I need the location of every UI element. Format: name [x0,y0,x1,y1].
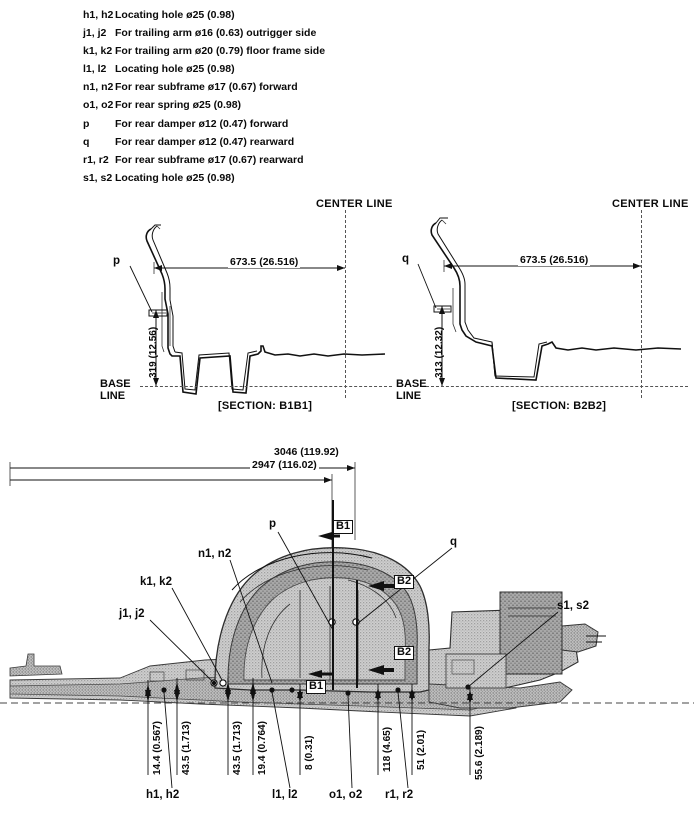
section-marker-b2-bottom: B2 [394,646,414,660]
section-caption-b1b1: [SECTION: B1B1] [218,400,313,412]
section-marker-b1-bottom: B1 [306,680,326,694]
section-marker-b2-top: B2 [394,575,414,589]
dimension-319-b1: 319 (12.56) [148,326,159,378]
center-line-label-b2: CENTER LINE [612,198,689,210]
legend-key: q [83,135,90,148]
section-marker-b1-top: B1 [333,520,353,534]
section-view-b2b2 [396,196,688,416]
legend-description: For trailing arm ø16 (0.63) outrigger side [115,27,317,40]
leader-label-q-b2: q [402,253,410,265]
bottom-label-h1-h2: h1, h2 [146,789,180,801]
bottom-label-r1-r2: r1, r2 [385,789,414,801]
legend-row [83,24,683,42]
main-view-geometry [0,440,694,828]
dimension-313-b2: 313 (12.32) [434,326,445,378]
legend-row [83,6,683,24]
legend-row [83,115,683,133]
legend-row [83,133,683,151]
bottom-label-o1-o2: o1, o2 [329,789,363,801]
dimension-673-5-b2: 673.5 (26.516) [520,254,589,266]
bottom-label-l1-l2: l1, l2 [272,789,298,801]
legend-key: p [83,117,90,130]
dimension-8: 8 (0.31) [304,735,315,770]
legend-row [83,151,683,169]
base-line-label-b2-line2: LINE [396,389,422,402]
dimension-51: 51 (2.01) [416,729,427,770]
dimension-14-4: 14.4 (0.567) [152,721,163,775]
dimension-43-5-b: 43.5 (1.713) [232,721,243,775]
leader-label-s1-s2: s1, s2 [557,600,589,612]
leader-label-p-b1: p [113,255,121,267]
legend-key: s1, s2 [83,171,113,184]
legend-description: For rear subframe ø17 (0.67) forward [115,81,298,94]
base-line-label-b2-line1: BASE [396,378,427,390]
legend-description: For rear damper ø12 (0.47) forward [115,117,289,130]
leader-label-j1-j2: j1, j2 [119,608,145,620]
dimension-19-4: 19.4 (0.764) [257,721,268,775]
legend-table [83,6,683,187]
section-view-b1b1 [100,196,392,416]
legend-description: Locating hole ø25 (0.98) [115,63,235,76]
section-b2-dimensions [396,196,688,416]
section-b1-dimensions [100,196,392,416]
leader-label-p: p [269,518,277,530]
legend-description: For rear damper ø12 (0.47) rearward [115,135,295,148]
legend-key: j1, j2 [83,27,107,40]
legend-key: h1, h2 [83,9,114,21]
legend-key: k1, k2 [83,45,113,58]
center-line-label-b1: CENTER LINE [316,198,393,210]
section-caption-b2b2: [SECTION: B2B2] [512,400,607,412]
dimension-673-5-b1: 673.5 (26.516) [230,256,299,268]
legend-row [83,42,683,60]
legend-key: o1, o2 [83,99,114,112]
legend-description: For trailing arm ø20 (0.79) floor frame side [115,45,326,58]
legend-row [83,60,683,78]
legend-key: l1, l2 [83,63,107,76]
legend-row [83,78,683,96]
dimension-2947: 2947 (116.02) [252,459,317,471]
base-line-label-b1-line1: BASE [100,378,131,390]
legend-key: r1, r2 [83,153,109,166]
dimension-3046: 3046 (119.92) [274,446,339,458]
legend-row [83,169,683,187]
dimension-55-6: 55.6 (2.189) [474,726,485,780]
base-line-label-b1-line2: LINE [100,389,126,402]
legend-row [83,96,683,114]
legend-key: n1, n2 [83,81,114,94]
leader-label-n1-n2: n1, n2 [198,548,232,560]
legend-description: For rear spring ø25 (0.98) [115,99,242,112]
dimension-118: 118 (4.65) [382,726,393,772]
legend-description: Locating hole ø25 (0.98) [115,9,235,21]
main-body-side-view [0,440,694,828]
leader-label-q: q [450,536,458,548]
leader-label-k1-k2: k1, k2 [140,576,172,588]
legend-description: For rear subframe ø17 (0.67) rearward [115,153,304,166]
legend-description: Locating hole ø25 (0.98) [115,171,235,184]
dimension-43-5-a: 43.5 (1.713) [181,721,192,775]
